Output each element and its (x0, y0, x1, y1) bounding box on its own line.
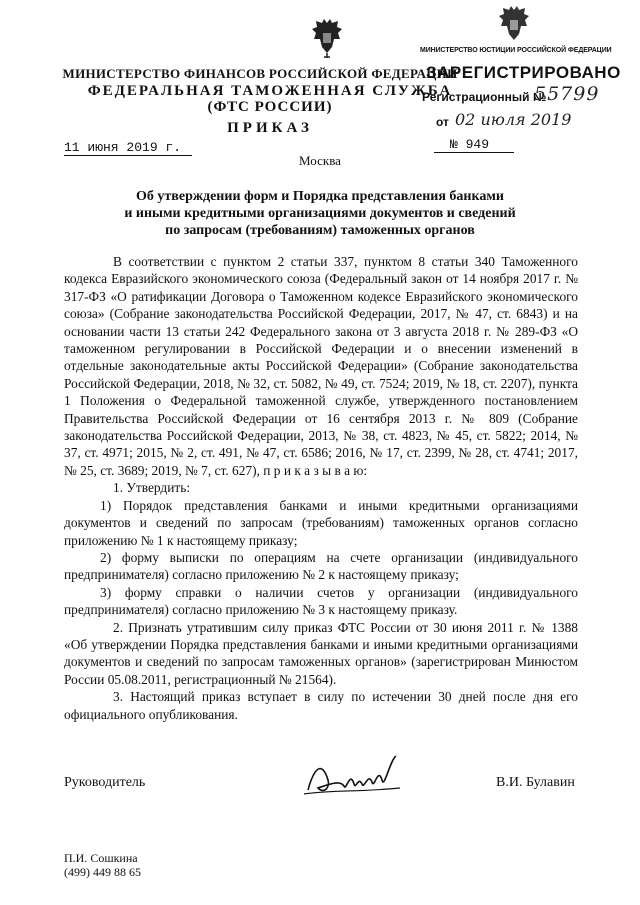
order-title-line: по запросам (требованиям) таможенных органов (165, 223, 475, 238)
clause-1-item-1: 1) Порядок представления банками и иными кредитными организациями документов и сведений по запросам (требованиям) таможенных органов согласно приложению № 1 к настоящему приказу; (64, 497, 578, 548)
signatory-name: В.И. Булавин (496, 775, 575, 790)
stamp-ministry-title: МИНИСТЕРСТВО ЮСТИЦИИ РОССИЙСКОЙ ФЕДЕРАЦИИ (420, 47, 612, 54)
clause-3: 3. Настоящий приказ вступает в силу по истечении 30 дней после дня его официального опубликования. (64, 689, 578, 722)
order-number: № 949 (450, 137, 490, 152)
stamp-registered: ЗАРЕГИСТРИРОВАНО (426, 63, 621, 82)
russian-coat-of-arms-icon (310, 17, 344, 59)
service-name: ФЕДЕРАЛЬНАЯ ТАМОЖЕННАЯ СЛУЖБА (87, 83, 453, 99)
stamp-coat-of-arms-icon (497, 4, 531, 46)
signatory-title: Руководитель (64, 775, 146, 790)
document-type: ПРИКАЗ (227, 120, 313, 136)
number-underline (434, 152, 514, 153)
order-date: 11 июня 2019 г. (64, 140, 182, 155)
clause-1-item-3: 3) форму справки о наличии счетов у организации (индивидуального предпринимателя) согласно приложению № 3 к настоящему приказу. (64, 584, 578, 618)
order-title-line: Об утверждении форм и Порядка представления банками (136, 189, 504, 204)
stamp-reg-number-label: Регистрационный № (422, 90, 547, 104)
clause-1-item-2: 2) форму выписки по операциям на счете организации (индивидуального предпринимателя) согласно приложению № 2 к настоящему приказу; (64, 549, 578, 583)
order-body (64, 253, 578, 723)
stamp-date-label: от (436, 115, 449, 129)
stamp-reg-date: 02 июля 2019 (455, 110, 572, 129)
clause-2: 2. Признать утратившим силу приказ ФТС России от 30 июня 2011 г. № 1388 «Об утверждении Порядка представления банками и иными кредитными организациями документов и сведений по запросам таможенных органов» (зарегистрирован Минюстом России 05.08.2011, регистрационный № 21564). (64, 619, 578, 687)
executor-phone: (499) 449 88 65 (64, 865, 141, 879)
handwritten-signature (300, 750, 410, 802)
preamble-paragraph: В соответствии с пунктом 2 статьи 337, пунктом 8 статьи 340 Таможенного кодекса Евразийского экономического союза (Федеральный закон от 14 ноября 2017 г. № 317-ФЗ «О ратификации Договора о Таможенном кодексе Евразийского экономического союза» (Собрание законодательства Российской Федерации, 2017, № 47, ст. 6843) и на основании части 13 статьи 242 Федерального закона от 3 августа 2018 г. № 289-ФЗ «О таможенном регулировании в Российской Федерации и о внесении изменений в отдельные законодательные акты Российской Федерации» (Собрание законодательства Российской Федерации, 2018, № 32, ст. 5082, № 49, ст. 7524; 2019, № 18, ст. 2207), пункта 1 Положения о Федеральной таможенной службе, утвержденного постановлением Правительства Российской Федерации от 16 сентября 2013 г. № 809 (Собрание законодательства Российской Федерации, 2013, № 38, ст. 4823, № 45, ст. 5822; 2014, № 37, ст. 4971; 2015, № 2, ст. 491, № 47, ст. 6586; 2016, № 17, ст. 2399, № 28, ст. 4741; 2017, № 25, ст. 3689; 2019, № 7, ст. 627), п р и к а з ы в а ю: (64, 254, 578, 478)
order-title (60, 188, 580, 239)
ministry-name: МИНИСТЕРСТВО ФИНАНСОВ РОССИЙСКОЙ ФЕДЕРАЦИИ (62, 66, 458, 81)
order-city: Москва (299, 153, 341, 168)
stamp-reg-number: 55799 (534, 83, 600, 105)
service-short-name: (ФТС РОССИИ) (207, 99, 333, 115)
executor-name: П.И. Сошкина (64, 851, 138, 865)
clause-1: 1. Утвердить: (113, 480, 191, 496)
order-title-line: и иными кредитными организациями документов и сведений (124, 206, 516, 221)
